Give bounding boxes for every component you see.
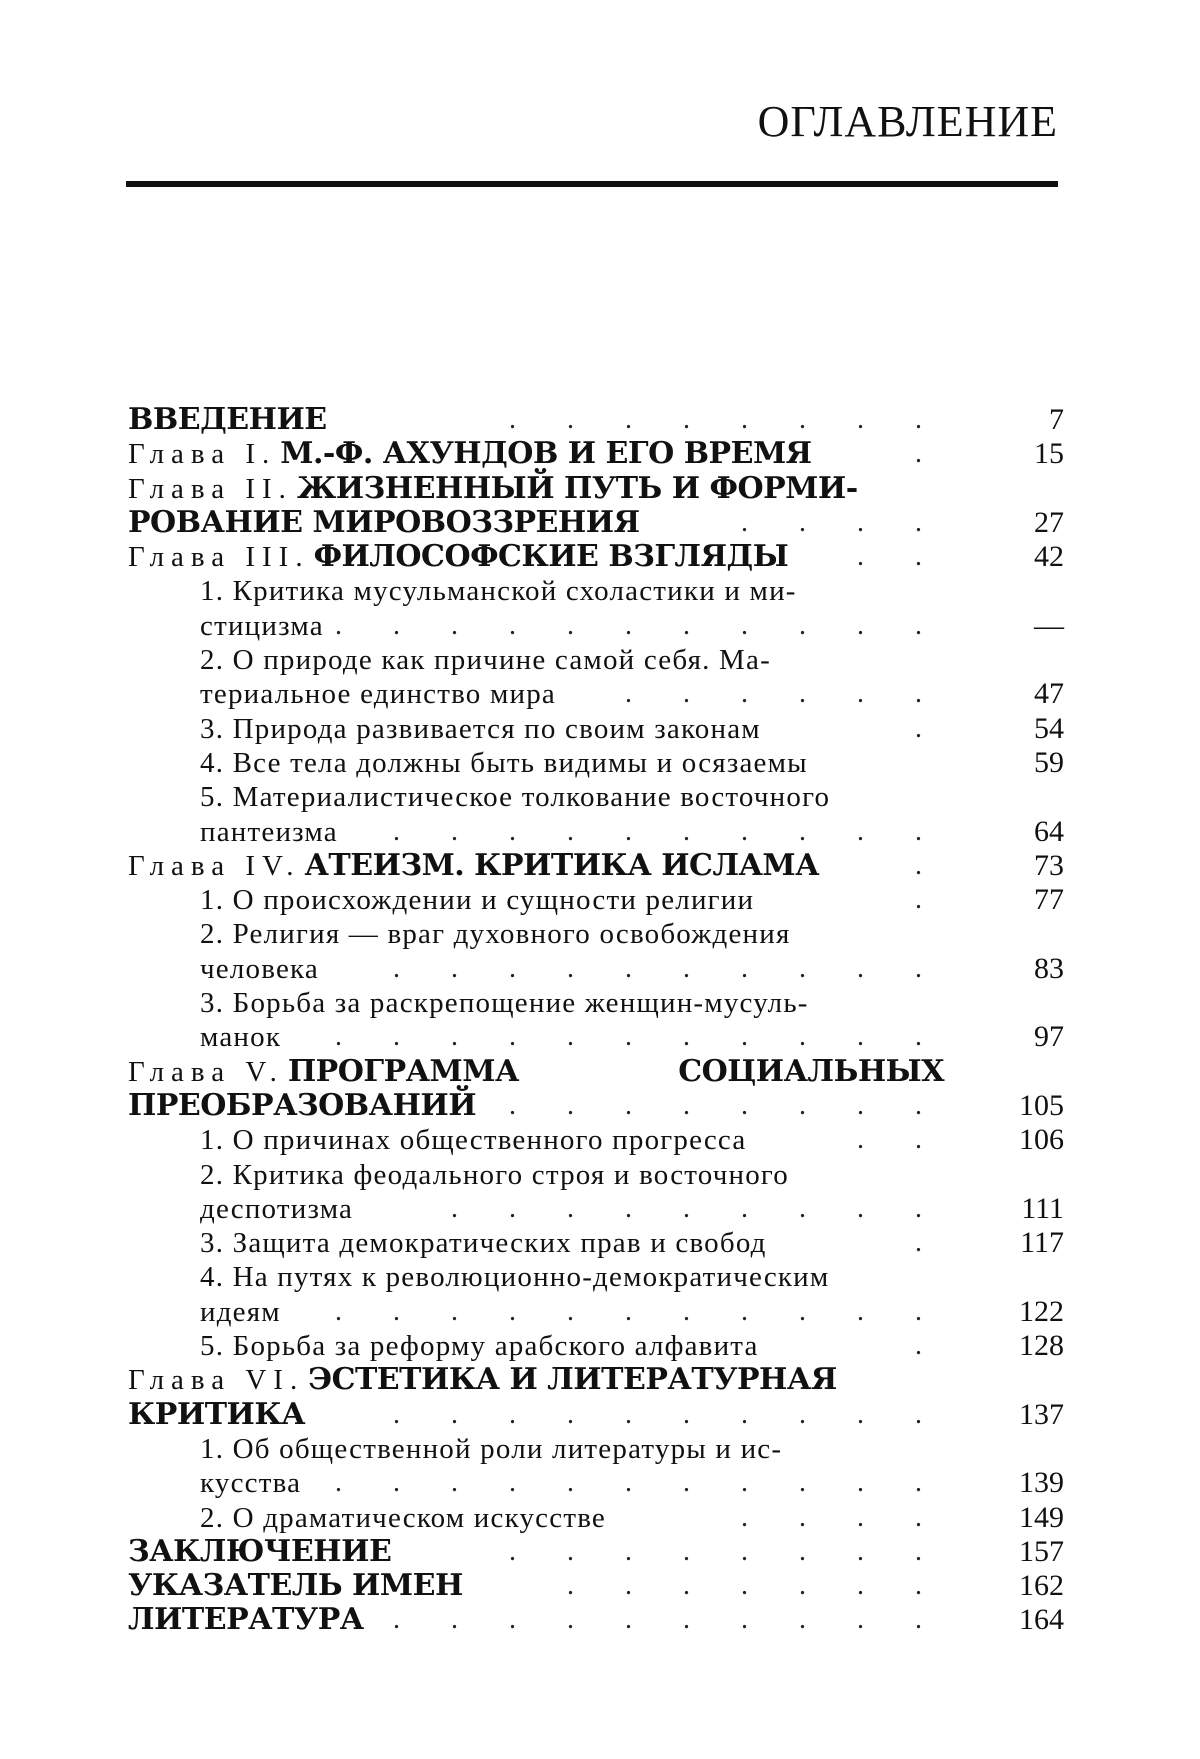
page-number: 164 [1019,1603,1064,1637]
page-number: 157 [1019,1534,1064,1568]
section-title: 1. О происхождении и сущности религии [200,884,755,917]
page-number: 106 [1019,1123,1064,1157]
page-number: 105 [1019,1088,1064,1122]
chapter-title-part2: СОЦИАЛЬНЫХ [678,1053,944,1089]
toc-section-3-3 [128,712,1064,746]
chapter-label: Глава III. [128,541,310,574]
toc-section-5-5 [128,1329,1064,1363]
section-title-line1: 2. Религия — враг духовного освобождения [200,918,791,951]
toc-section-3-5 [128,780,1064,814]
leader-dots: . . . . . . . . . . [393,952,944,984]
page-number: 77 [1034,883,1064,917]
toc-section-3-1 [128,574,1064,608]
toc-section-3-2-cont [128,677,1064,711]
leader-dots: . . . . . . . . . . [393,1398,944,1430]
section-title: 3. Природа развивается по своим законам [200,712,761,745]
section-title-line1: 2. О природе как причине самой себя. Ма- [200,644,771,677]
toc-entry-chapter-2 [128,472,1064,506]
chapter-title-line2: РОВАНИЕ МИРОВОЗЗРЕНИЯ [128,504,640,540]
toc-section-5-2 [128,1158,1064,1192]
chapter-label: Глава I. [128,438,277,471]
page-number: 54 [1034,711,1064,745]
section-title-line2: идеям [200,1295,281,1328]
entry-title: ВВЕДЕНИЕ [128,402,327,437]
leader-dots: . [915,438,944,470]
toc-section-5-1 [128,1123,1064,1157]
leader-dots: . [915,712,944,744]
chapter-label: Глава VI. [128,1364,305,1397]
section-title: 5. Борьба за реформу арабского алфавита [200,1330,759,1363]
toc-section-6-2 [128,1501,1064,1535]
page-number: 139 [1019,1466,1064,1500]
chapter-title-line1: ЭСТЕТИКА И ЛИТЕРАТУРНАЯ [308,1362,837,1398]
section-title-line2: териальное единство мира [200,678,556,711]
toc-section-5-4 [128,1260,1064,1294]
toc-section-6-1 [128,1432,1064,1466]
chapter-label: Глава IV. [128,849,301,882]
leader-dots: . [915,849,944,881]
leader-dots: . . . . . . . . [509,1089,944,1121]
page-number: 117 [1020,1226,1064,1260]
chapter-title-part1: ПРОГРАММА [287,1053,519,1089]
page-number: 137 [1019,1397,1064,1431]
toc-section-5-4-cont [128,1295,1064,1329]
page-number: 47 [1034,677,1064,711]
toc-entry-chapter-5 [128,1055,1064,1089]
page-number: — [1034,608,1064,642]
toc-section-4-3 [128,986,1064,1020]
page-number: 15 [1034,437,1064,471]
section-title: 1. О причинах общественного прогресса [200,1124,747,1157]
toc-entry-chapter-1 [128,437,1064,471]
leader-dots: . . . . . . . . . [451,1192,944,1224]
section-title-line1: 1. Об общественной роли литературы и ис- [200,1432,783,1465]
page-number: 83 [1034,951,1064,985]
page-number: 27 [1034,505,1064,539]
section-title-line1: 2. Критика феодального строя и восточного [200,1158,789,1191]
chapter-label: Глава II. [128,472,293,505]
toc-entry-literature [128,1603,1064,1637]
page-number: 149 [1019,1500,1064,1534]
leader-dots: . . . . . . [625,678,944,710]
leader-dots: . . . . . . . . . . . [335,609,944,641]
toc-entry-intro [128,403,1064,437]
toc-section-4-2 [128,917,1064,951]
entry-title: УКАЗАТЕЛЬ ИМЕН [128,1568,463,1604]
section-title-line1: 3. Борьба за раскрепощение женщин-мусуль- [200,987,809,1020]
section-title: 3. Защита демократических прав и свобод [200,1227,767,1260]
section-title: 4. Все тела должны быть видимы и осязаемы [200,746,808,779]
leader-dots: . . . . [741,1501,944,1533]
chapter-title-line1: ЖИЗНЕННЫЙ ПУТЬ И ФОРМИ- [296,470,858,506]
page-number: 122 [1019,1294,1064,1328]
chapter-label: Глава V. [128,1055,284,1088]
leader-dots: . . [857,541,944,573]
toc-entry-chapter-3 [128,540,1064,574]
toc-entry-chapter-2-cont [128,506,1064,540]
section-title-line2: человека [200,952,319,985]
toc-section-4-1 [128,883,1064,917]
page-number: 162 [1019,1569,1064,1603]
leader-dots: . [915,884,944,916]
table-of-contents [128,403,1064,1638]
page-number: 97 [1034,1020,1064,1054]
toc-section-5-2-cont [128,1192,1064,1226]
page-number: 128 [1019,1329,1064,1363]
leader-dots: . . . . . . . [567,1570,944,1602]
leader-dots: . . . . . . . . . . . [335,1467,944,1499]
page-number: 59 [1034,745,1064,779]
title-rule [126,181,1058,187]
toc-section-3-1-cont [128,609,1064,643]
toc-entry-chapter-5-cont [128,1089,1064,1123]
toc-entry-chapter-6 [128,1363,1064,1397]
toc-section-3-5-cont [128,815,1064,849]
page-number: 42 [1034,540,1064,574]
entry-title: ЗАКЛЮЧЕНИЕ [128,1533,392,1569]
chapter-title: М.-Ф. АХУНДОВ И ЕГО ВРЕМЯ [280,436,812,472]
page-number: 111 [1021,1191,1064,1225]
leader-dots: . . . . . . . . . . [393,1604,944,1636]
leader-dots: . . [857,1124,944,1156]
page-number: 7 [1049,403,1064,436]
leader-dots: . [915,1227,944,1259]
leader-dots: . [915,1330,944,1362]
section-title-line1: 4. На путях к революционно-демократическим [200,1261,830,1294]
section-title: 2. О драматическом искусстве [200,1501,606,1534]
toc-entry-conclusion [128,1535,1064,1569]
toc-entry-chapter-6-cont [128,1398,1064,1432]
chapter-title: ФИЛОСОФСКИЕ ВЗГЛЯДЫ [313,539,789,575]
toc-entry-chapter-4 [128,849,1064,883]
leader-dots: . . . . . . . . . . . [335,1295,944,1327]
section-title-line1: 1. Критика мусульманской схоластики и ми- [200,575,797,608]
section-title-line2: деспотизма [200,1192,354,1225]
section-title-line1: 5. Материалистическое толкование восточного [200,781,831,814]
toc-entry-index [128,1569,1064,1603]
toc-section-4-3-cont [128,1020,1064,1054]
toc-section-5-3 [128,1226,1064,1260]
section-title-line2: стицизма [200,609,324,642]
section-title-line2: пантеизма [200,815,338,848]
chapter-title-line2: ПРЕОБРАЗОВАНИЙ [128,1087,477,1123]
page-number: 64 [1034,814,1064,848]
leader-dots: . . . . [741,506,944,538]
chapter-title-line2: КРИТИКА [128,1396,306,1432]
toc-section-4-2-cont [128,952,1064,986]
entry-title: ЛИТЕРАТУРА [128,1602,364,1638]
leader-dots: . . . . . . . . . . . [335,1021,944,1053]
page-title: ОГЛАВЛЕНИЕ [757,97,1058,146]
toc-section-3-2 [128,643,1064,677]
toc-section-3-4 [128,746,1064,780]
toc-section-6-1-cont [128,1466,1064,1500]
leader-dots: . . . . . . . . [509,1535,944,1567]
leader-dots: . . . . . . . . [509,404,944,435]
section-title-line2: манок [200,1021,282,1054]
leader-dots: . . . . . . . . . . [393,815,944,847]
chapter-title: АТЕИЗМ. КРИТИКА ИСЛАМА [304,847,820,883]
page-number: 73 [1034,848,1064,882]
section-title-line2: кусства [200,1467,302,1500]
